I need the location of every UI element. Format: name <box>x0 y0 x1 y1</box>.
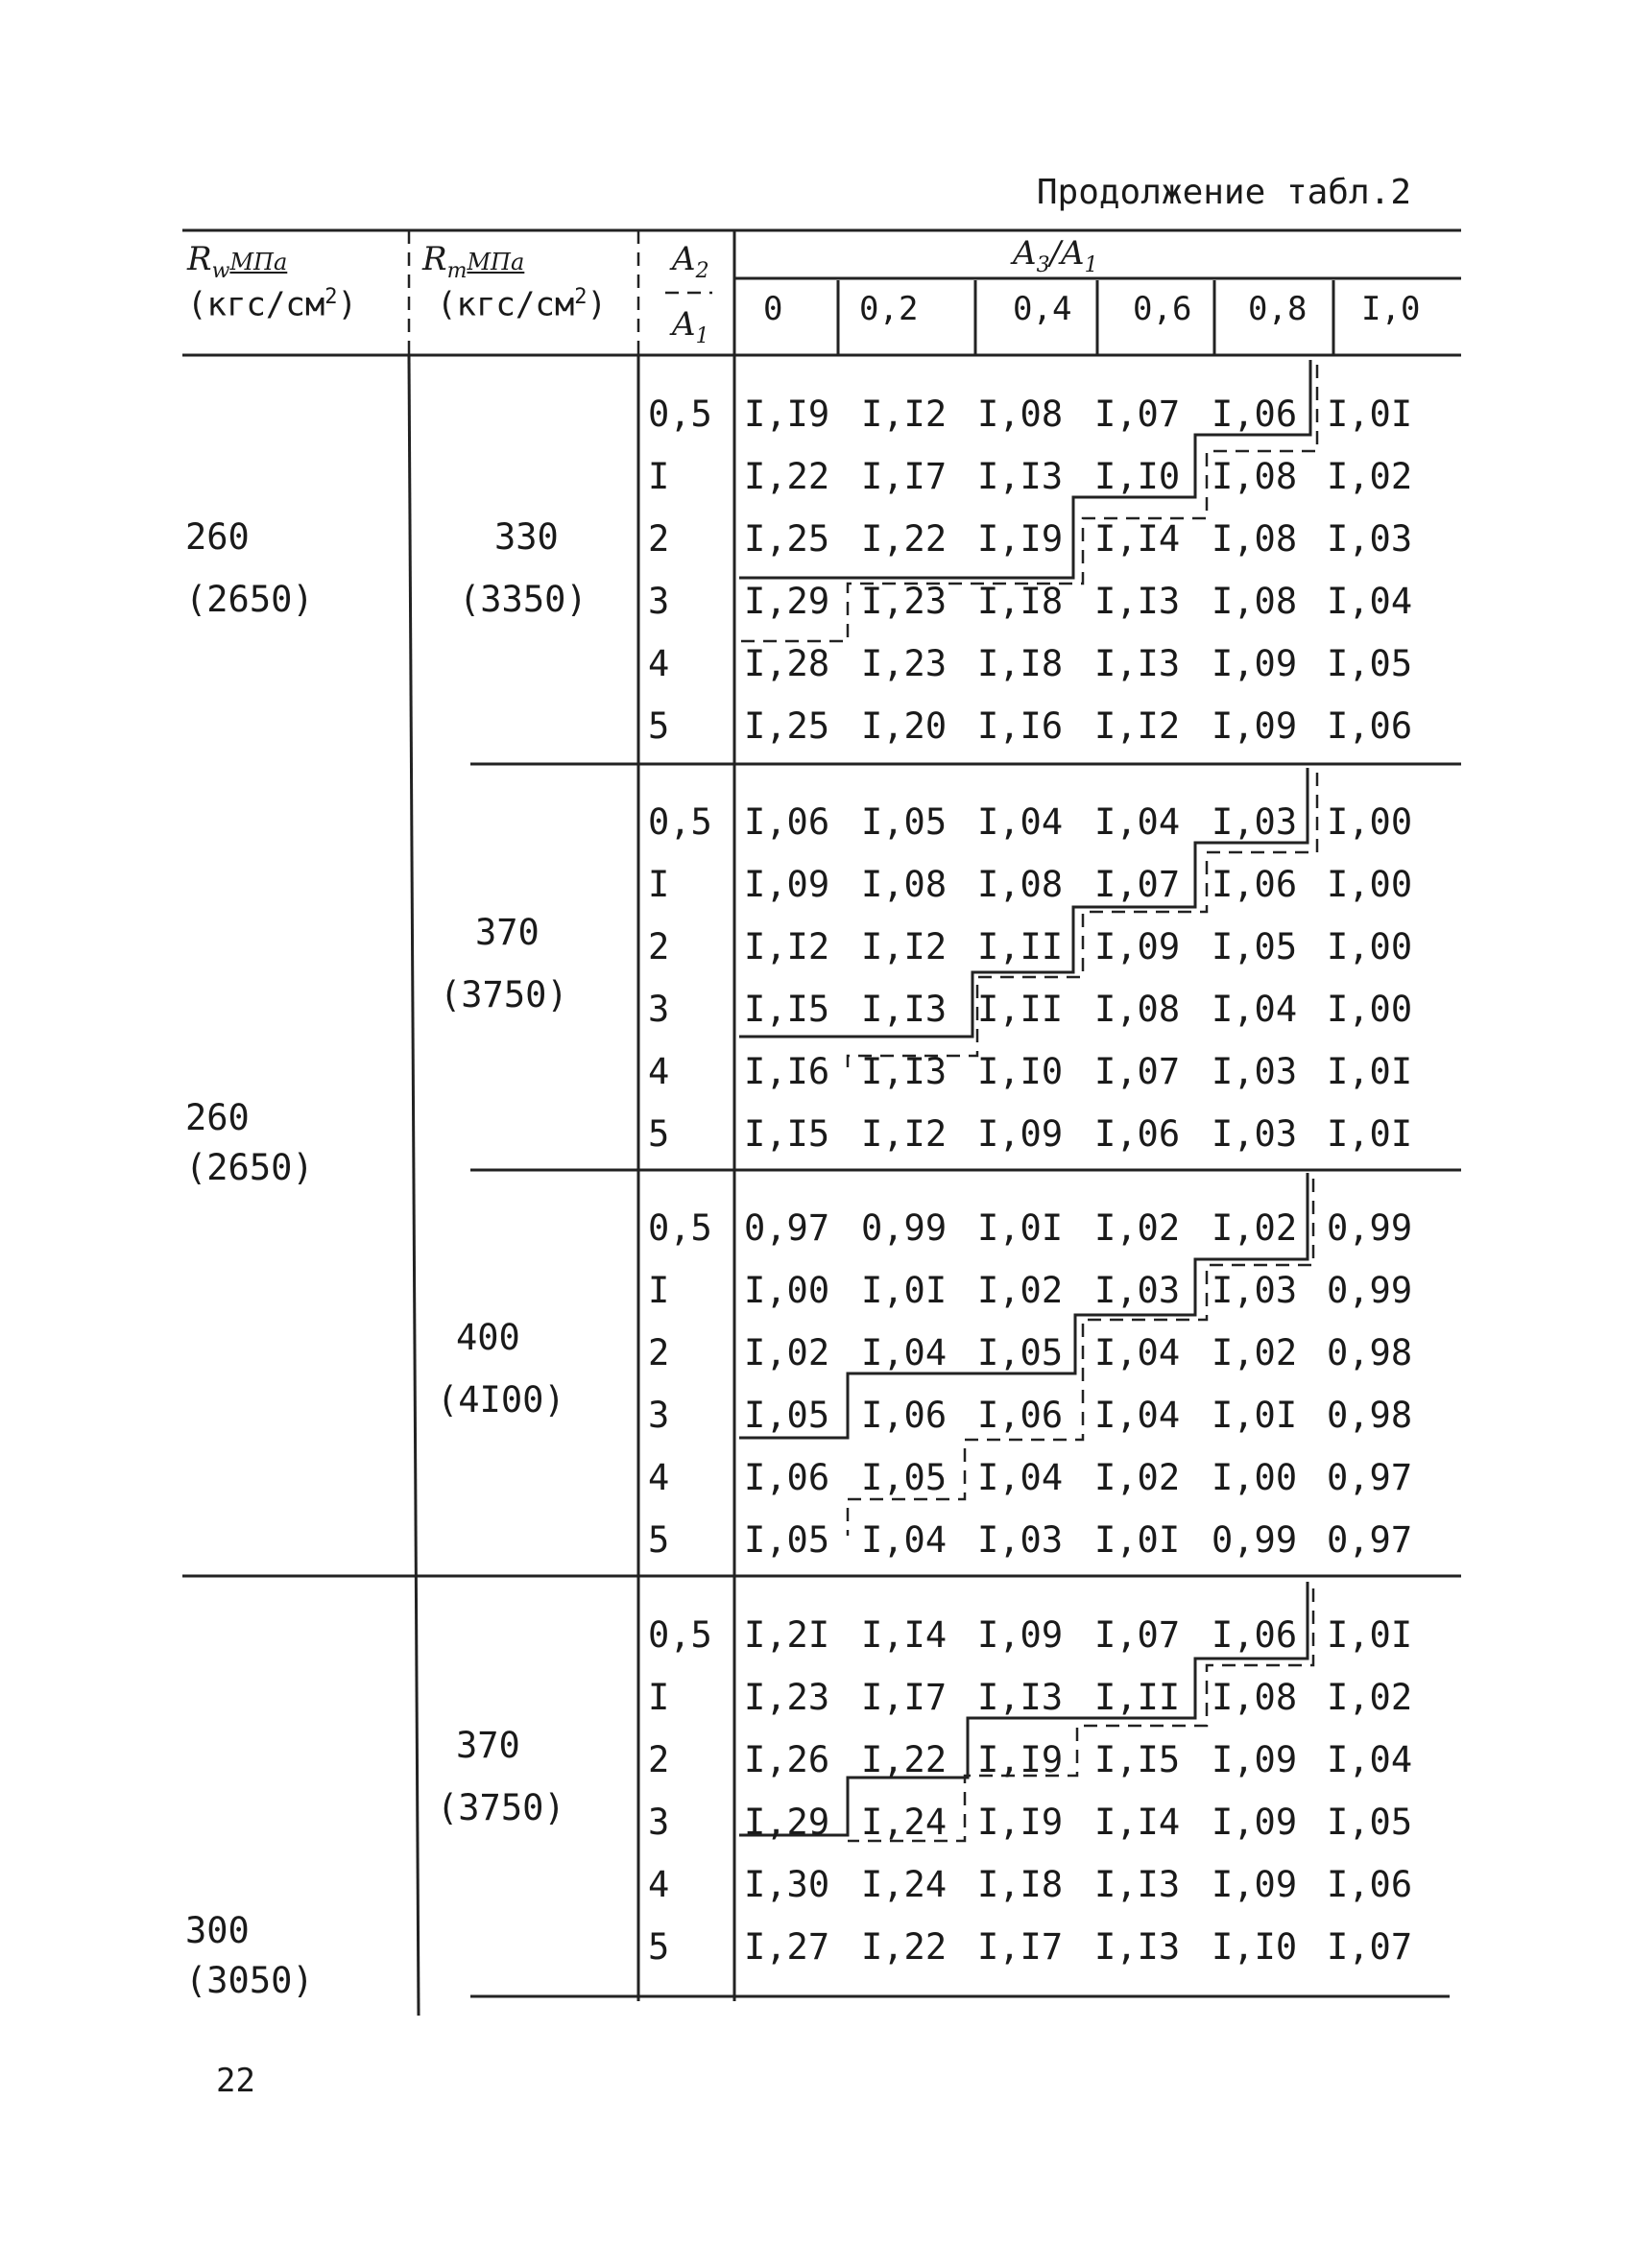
rt-group-4-value: 370 <box>456 1725 520 1766</box>
table-cell: I,05 <box>1327 1802 1413 1843</box>
table-cell: I,25 <box>744 705 830 747</box>
rw-header: $R_wМПа$ <box>187 240 288 283</box>
table-cell: I,I2 <box>861 1113 948 1155</box>
col-header-0: 0 <box>763 290 783 328</box>
table-cell: I,I3 <box>977 456 1064 497</box>
table-cell: I,20 <box>861 705 948 747</box>
table-cell: I,06 <box>1212 1614 1298 1656</box>
rt-group-1-alt: (3350) <box>459 579 588 620</box>
table-cell: I,00 <box>1327 989 1413 1030</box>
table-cell: I,I3 <box>977 1677 1064 1718</box>
table-cell: I,07 <box>1094 864 1181 905</box>
table-cell: I,I2 <box>744 926 830 967</box>
table-cell: I,05 <box>861 801 948 843</box>
a2-header: $A_2$ <box>672 240 709 283</box>
table-cell: I,0I <box>977 1207 1064 1249</box>
table-cell: I,07 <box>1094 1614 1181 1656</box>
table-cell: I,I6 <box>744 1051 830 1092</box>
table-cell: I,06 <box>1212 394 1298 435</box>
table-cell: I,04 <box>1094 1332 1181 1373</box>
table-cell: I,00 <box>1327 926 1413 967</box>
page-title: Продолжение табл.2 <box>1036 173 1411 212</box>
table-cell: I,I8 <box>977 643 1064 684</box>
table-cell: I,I4 <box>861 1614 948 1656</box>
table-cell: I,02 <box>744 1332 830 1373</box>
table-cell: I,02 <box>1212 1332 1298 1373</box>
a2a1-label: 4 <box>648 1457 670 1498</box>
a2a1-label: 5 <box>648 1519 670 1561</box>
table-cell: I,I9 <box>977 518 1064 560</box>
table-cell: I,03 <box>977 1519 1064 1561</box>
table-cell: I,I9 <box>744 394 830 435</box>
table-cell: I,I5 <box>744 1113 830 1155</box>
table-cell: I,I2 <box>861 394 948 435</box>
table-cell: I,0I <box>1327 1113 1413 1155</box>
table-cell: I,04 <box>1094 801 1181 843</box>
table-cell: I,09 <box>1212 1739 1298 1780</box>
table-cell: 0,98 <box>1327 1332 1413 1373</box>
table-cell: I,0I <box>1327 1614 1413 1656</box>
table-cell: I,I9 <box>977 1739 1064 1780</box>
table-cell: I,02 <box>1327 1677 1413 1718</box>
table-cell: I,22 <box>861 1739 948 1780</box>
table-cell: I,I0 <box>977 1051 1064 1092</box>
table-cell: I,09 <box>1094 926 1181 967</box>
table-cell: I,05 <box>744 1395 830 1436</box>
rt-header-alt: $(кгс/см^2)$ <box>437 285 608 324</box>
table-cell: I,I8 <box>977 1864 1064 1905</box>
table-cell: I,22 <box>861 518 948 560</box>
table-cell: I,I7 <box>861 456 948 497</box>
col-header-4: 0,8 <box>1248 290 1308 328</box>
table-cell: I,09 <box>977 1614 1064 1656</box>
table-cell: I,00 <box>1327 864 1413 905</box>
rw-group-2-alt: (2650) <box>185 1147 314 1188</box>
rw-group-3-value: 300 <box>185 1910 250 1951</box>
table-cell: I,08 <box>1212 581 1298 622</box>
table-cell: I,03 <box>1212 1113 1298 1155</box>
table-cell: I,26 <box>744 1739 830 1780</box>
a2a1-label: 3 <box>648 989 670 1030</box>
table-cell: I,I0 <box>1212 1926 1298 1968</box>
table-cell: I,25 <box>744 518 830 560</box>
table-cell: I,I5 <box>744 989 830 1030</box>
a2a1-label: 0,5 <box>648 1207 712 1249</box>
table-cell: I,27 <box>744 1926 830 1968</box>
table-cell: I,03 <box>1094 1270 1181 1311</box>
rw-group-2-value: 260 <box>185 1097 250 1138</box>
a3a1-header: $A_3/A_1$ <box>1013 234 1098 277</box>
table-cell: 0,98 <box>1327 1395 1413 1436</box>
a2a1-label: 5 <box>648 1926 670 1968</box>
table-cell: I,24 <box>861 1864 948 1905</box>
table-cell: I,04 <box>977 801 1064 843</box>
table-cell: I,I3 <box>861 1051 948 1092</box>
table-cell: I,30 <box>744 1864 830 1905</box>
a2a1-label: 2 <box>648 1739 670 1780</box>
table-cell: I,07 <box>1327 1926 1413 1968</box>
col-header-2: 0,4 <box>1013 290 1072 328</box>
table-cell: I,05 <box>977 1332 1064 1373</box>
table-cell: I,II <box>977 989 1064 1030</box>
table-cell: I,04 <box>1094 1395 1181 1436</box>
a2a1-label: 3 <box>648 581 670 622</box>
table-cell: I,04 <box>1327 1739 1413 1780</box>
a2a1-label: 4 <box>648 643 670 684</box>
table-cell: I,I3 <box>1094 581 1181 622</box>
rt-header: $R_тМПа$ <box>422 240 525 283</box>
table-cell: I,06 <box>1094 1113 1181 1155</box>
a2a1-label: 0,5 <box>648 801 712 843</box>
table-cell: I,I7 <box>861 1677 948 1718</box>
table-cell: 0,97 <box>1327 1519 1413 1561</box>
table-cell: I,0I <box>1327 394 1413 435</box>
table-cell: I,03 <box>1212 801 1298 843</box>
table-cell: I,I2 <box>861 926 948 967</box>
table-cell: I,I3 <box>1094 643 1181 684</box>
rw-header-alt: $(кгс/см^2)$ <box>187 285 358 324</box>
a2a1-label: 3 <box>648 1395 670 1436</box>
table-cell: I,2I <box>744 1614 830 1656</box>
table-cell: I,00 <box>1327 801 1413 843</box>
table-cell: I,04 <box>977 1457 1064 1498</box>
table-cell: I,05 <box>744 1519 830 1561</box>
table-cell: I,08 <box>1212 518 1298 560</box>
table-cell: I,04 <box>1212 989 1298 1030</box>
table-cell: 0,99 <box>861 1207 948 1249</box>
table-cell: I,06 <box>1327 1864 1413 1905</box>
table-cell: I,23 <box>744 1677 830 1718</box>
a1-header: $A_1$ <box>672 305 709 348</box>
a2a1-label: 2 <box>648 518 670 560</box>
table-cell: I,00 <box>744 1270 830 1311</box>
table-cell: I,06 <box>861 1395 948 1436</box>
table-cell: I,03 <box>1327 518 1413 560</box>
table-cell: I,22 <box>744 456 830 497</box>
rt-group-2-value: 370 <box>475 912 540 953</box>
table-cell: I,29 <box>744 1802 830 1843</box>
table-cell: I,04 <box>861 1519 948 1561</box>
table-cell: 0,99 <box>1212 1519 1298 1561</box>
table-cell: I,06 <box>977 1395 1064 1436</box>
table-cell: I,II <box>977 926 1064 967</box>
table-cell: I,I8 <box>977 581 1064 622</box>
table-cell: I,I4 <box>1094 518 1181 560</box>
table-cell: I,08 <box>861 864 948 905</box>
table-cell: I,I6 <box>977 705 1064 747</box>
table-cell: I,I4 <box>1094 1802 1181 1843</box>
table-cell: I,09 <box>977 1113 1064 1155</box>
table-cell: I,08 <box>1212 1677 1298 1718</box>
table-cell: I,05 <box>1327 643 1413 684</box>
a2a1-label: I <box>648 456 670 497</box>
table-cell: I,29 <box>744 581 830 622</box>
rw-group-1-alt: (2650) <box>185 579 314 620</box>
table-cell: I,02 <box>1094 1457 1181 1498</box>
table-cell: I,08 <box>1212 456 1298 497</box>
table-cell: I,06 <box>744 801 830 843</box>
a2a1-label: I <box>648 1270 670 1311</box>
table-cell: I,I3 <box>861 989 948 1030</box>
table-cell: I,09 <box>1212 1802 1298 1843</box>
table-cell: I,06 <box>1212 864 1298 905</box>
table-cell: I,09 <box>1212 705 1298 747</box>
col-header-1: 0,2 <box>859 290 919 328</box>
a2a1-label: 0,5 <box>648 394 712 435</box>
a2a1-label: 5 <box>648 1113 670 1155</box>
table-cell: I,02 <box>1212 1207 1298 1249</box>
page-number: 22 <box>216 2062 255 2100</box>
table-cell: I,22 <box>861 1926 948 1968</box>
table-cell: I,0I <box>1212 1395 1298 1436</box>
table-cell: I,07 <box>1094 394 1181 435</box>
a2a1-label: 5 <box>648 705 670 747</box>
table-cell: I,0I <box>1094 1519 1181 1561</box>
table-cell: I,28 <box>744 643 830 684</box>
table-cell: I,II <box>1094 1677 1181 1718</box>
rt-group-2-alt: (3750) <box>440 974 568 1015</box>
table-cell: I,03 <box>1212 1051 1298 1092</box>
table-cell: I,03 <box>1212 1270 1298 1311</box>
table-cell: I,0I <box>861 1270 948 1311</box>
table-cell: I,I9 <box>977 1802 1064 1843</box>
table-cell: I,06 <box>744 1457 830 1498</box>
rw-group-1-value: 260 <box>185 516 250 558</box>
rt-group-4-alt: (3750) <box>437 1787 565 1828</box>
table-cell: 0,99 <box>1327 1270 1413 1311</box>
table-cell: I,I3 <box>1094 1926 1181 1968</box>
rt-group-3-alt: (4I00) <box>437 1379 565 1420</box>
table-cell: 0,99 <box>1327 1207 1413 1249</box>
a2a1-label: 4 <box>648 1051 670 1092</box>
a2a1-label: 2 <box>648 926 670 967</box>
rw-group-3-alt: (3050) <box>185 1960 314 2001</box>
col-header-5: I,0 <box>1361 290 1421 328</box>
table-cell: 0,97 <box>744 1207 830 1249</box>
table-cell: I,08 <box>1094 989 1181 1030</box>
table-cell: I,00 <box>1212 1457 1298 1498</box>
table-cell: I,02 <box>1327 456 1413 497</box>
table-cell: I,07 <box>1094 1051 1181 1092</box>
table-cell: I,23 <box>861 581 948 622</box>
table-cell: I,0I <box>1327 1051 1413 1092</box>
a2a1-label: 0,5 <box>648 1614 712 1656</box>
rt-group-3-value: 400 <box>456 1317 520 1358</box>
table-cell: I,24 <box>861 1802 948 1843</box>
a2a1-label: 4 <box>648 1864 670 1905</box>
table-cell: I,23 <box>861 643 948 684</box>
col-header-3: 0,6 <box>1133 290 1192 328</box>
table-cell: I,09 <box>744 864 830 905</box>
table-cell: I,09 <box>1212 643 1298 684</box>
table-cell: I,05 <box>1212 926 1298 967</box>
table-cell: 0,97 <box>1327 1457 1413 1498</box>
table-cell: I,02 <box>977 1270 1064 1311</box>
rt-group-1-value: 330 <box>494 516 559 558</box>
table-cell: I,04 <box>861 1332 948 1373</box>
table-cell: I,08 <box>977 864 1064 905</box>
table-cell: I,05 <box>861 1457 948 1498</box>
table-cell: I,I0 <box>1094 456 1181 497</box>
table-cell: I,I2 <box>1094 705 1181 747</box>
table-cell: I,09 <box>1212 1864 1298 1905</box>
table-cell: I,I7 <box>977 1926 1064 1968</box>
a2a1-label: 3 <box>648 1802 670 1843</box>
table-cell: I,I5 <box>1094 1739 1181 1780</box>
a2a1-label: 2 <box>648 1332 670 1373</box>
a2a1-label: I <box>648 1677 670 1718</box>
table-cell: I,06 <box>1327 705 1413 747</box>
table-cell: I,I3 <box>1094 1864 1181 1905</box>
table-cell: I,08 <box>977 394 1064 435</box>
table-cell: I,04 <box>1327 581 1413 622</box>
table-cell: I,02 <box>1094 1207 1181 1249</box>
a2a1-label: I <box>648 864 670 905</box>
